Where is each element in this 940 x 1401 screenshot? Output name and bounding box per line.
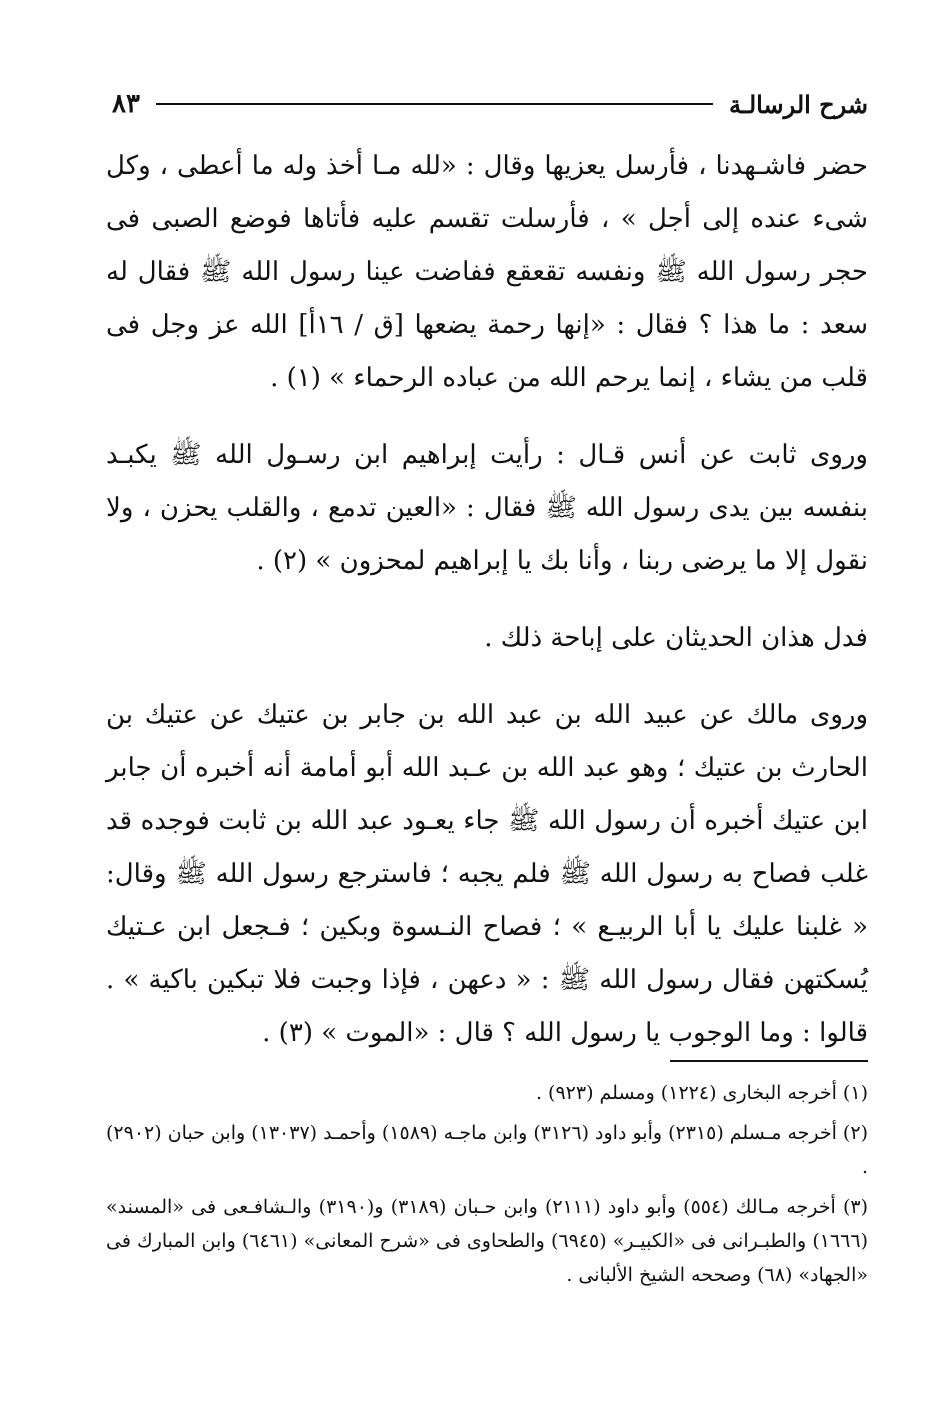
paragraph: حضر فاشـهدنا ، فأرسل يعزيها وقال : «لله مـا أخذ وله ما أعطى ، وكل شىء عنده إلى أجل » ، فأرسلت تقسم عليه فأتاها فوضع الصبى فى حجر رسول الله ﷺ ونفسه تقعقع ففاضت عينا رسول الله ﷺ فقال له سعد : ما هذا ؟ فقال : «إنها رحمة يضعها [ق / ١٦أ] الله عز وجل فى قلب من يشاء ، إنما يرحم الله من عباده الرحماء » (١) . [106,151,868,393]
running-header [112,84,868,124]
footnote: (٣) أخرجه مـالك (٥٥٤) وأبو داود (٢١١١) وابن حـبان (٣١٨٩) و(٣١٩٠) والـشافـعى فى «المسند» (١٦٦٦) والطبـرانى فى «الكبيـر» (٦٩٤٥) والطحاوى فى «شرح المعانى» (٦٤٦١) وابن المبارك فى «الجهاد» (٦٨) وصححه الشيخ الألبانى . [106,1196,869,1286]
header-rule [156,103,713,105]
footnote: (٢) أخرجه مـسلم (٢٣١٥) وأبو داود (٣١٢٦) وابن ماجـه (١٥٨٩) وأحمـد (١٣٠٣٧) وابن حبان (٢٩٠٢) . [106,1122,868,1178]
paragraph: وروى ثابت عن أنس قـال : رأيت إبراهيم ابن رسـول الله ﷺ يكبـد بنفسه بين يدى رسول الله ﷺ فقال : «العين تدمع ، والقلب يحزن ، ولا نقول إلا ما يرضى ربنا ، وأنا بك يا إبراهيم لمحزون » (٢) . [106,440,868,576]
footnote-separator [670,1060,868,1062]
footnotes [106,1076,868,1298]
running-title: شرح الرسالـة [728,89,868,119]
footnote: (١) أخرجه البخارى (١٢٢٤) ومسلم (٩٢٣) . [535,1082,868,1104]
main-text [106,140,868,1084]
paragraph: فدل هذان الحديثان على إباحة ذلك . [484,623,868,653]
page-number: ٨٣ [112,89,140,119]
paragraph: وروى مالك عن عبيد الله بن عبد الله بن جابر بن عتيك عن عتيك بن الحارث بن عتيك ؛ وهو عبد الله بن عـبد الله أبو أمامة أنه أخبره أن جابر ابن عتيك أخبره أن رسول الله ﷺ جاء يعـود عبد الله بن ثابت فوجده قد غلب فصاح به رسول الله ﷺ فلم يجبه ؛ فاسترجع رسول الله ﷺ وقال: « غلبنا عليك يا أبا الربيـع » ؛ فصاح النـسوة وبكين ؛ فـجعل ابن عـتيك يُسكتهن فقال رسول الله ﷺ : « دعهن ، فإذا وجبت فلا تبكين باكية » . قالوا : وما الوجوب يا رسول الله ؟ قال : «الموت » (٣) . [106,700,869,1048]
